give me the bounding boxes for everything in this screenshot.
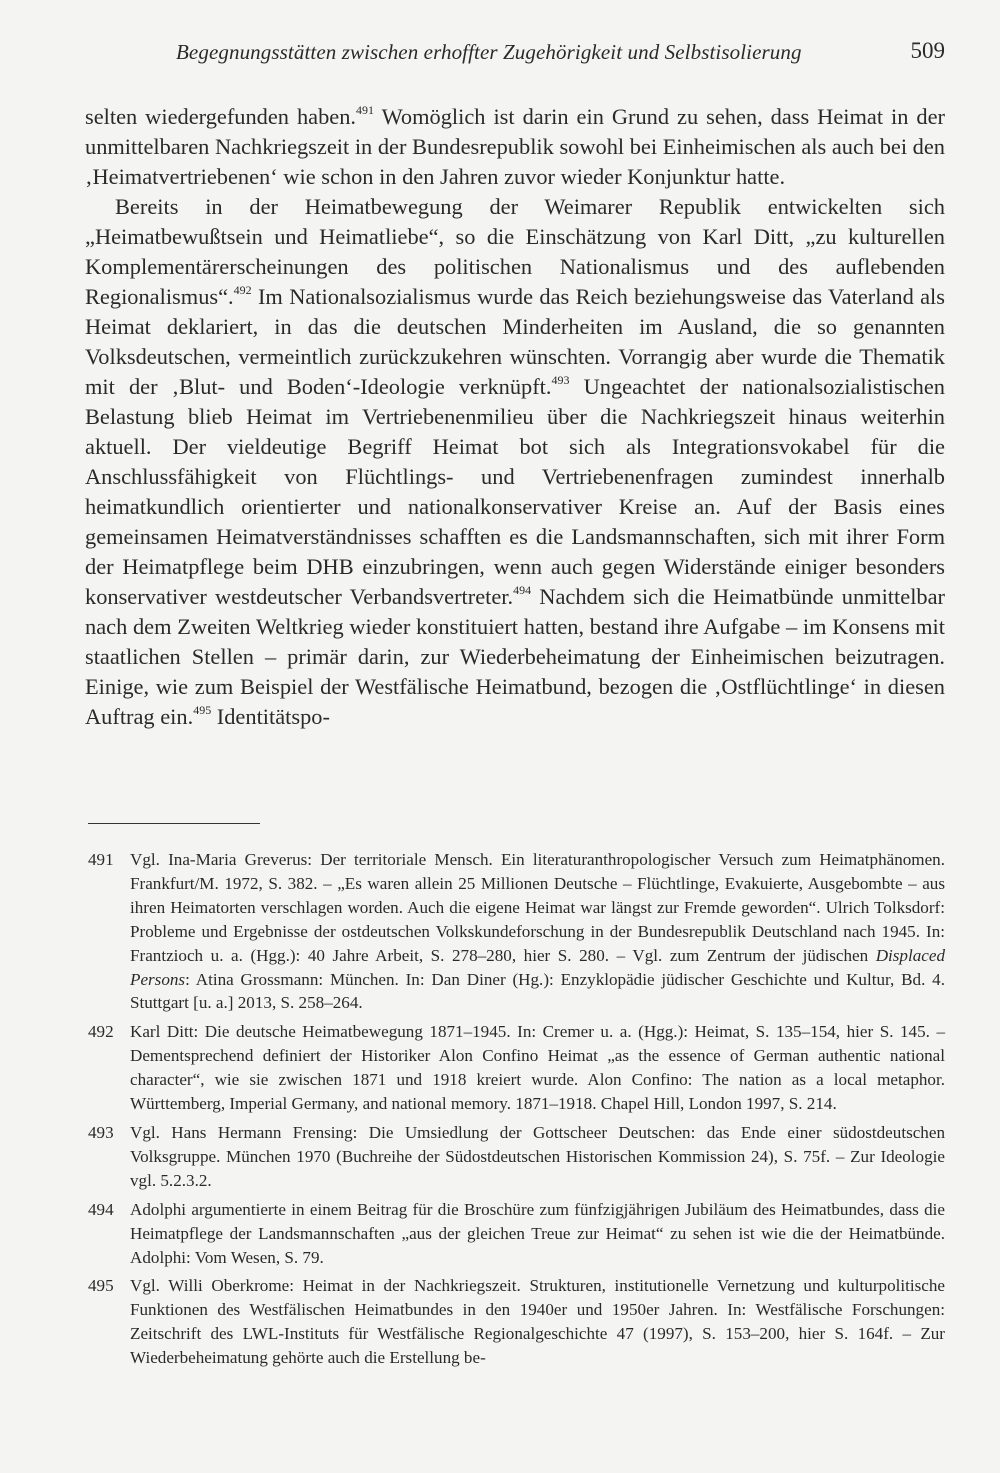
paragraph-text: Ungeachtet der nationalsozialistischen Belastung blieb Heimat im Vertriebenenmilieu über die Nachkriegszeit hinaus weiterhin aktuell. Der vieldeutige Begriff Heimat bot sich als Integrationsvokabel für die Anschlussfähigkeit von Flüchtlings- und Vertriebenenfragen zumindest innerhalb heimatkundlich orientierter und nationalkonservativer Kreise an. Auf der Basis eines gemeinsamen Heimatverständnisses schafften es die Landsmannschaften, sich mit ihrer Form der Heimatpflege beim DHB einzubringen, wenn auch gegen Widerstände einiger besonders konservativer westdeutscher Verbandsvertreter. xyxy=(85,374,945,609)
footnote-ref-495: 495 xyxy=(193,703,212,717)
page-number: 509 xyxy=(910,38,945,63)
paragraph-text: Nachdem sich die Heimatbünde unmittelbar nach dem Zweiten Weltkrieg wieder konstituiert hatten, bestand ihre Aufgabe – im Konsens mit staatlichen Stellen – primär darin, zur Wiederbeheimatung der Einheimischen beizutragen. Einige, wie zum Beispiel der Westfälische Heimatbund, bezogen die ‚Ostflüchtlinge‘ in diesen Auftrag ein. xyxy=(85,584,946,729)
footnote-number: 495 xyxy=(88,1276,114,1296)
footnote-text-part: : Atina Grossmann: München. In: Dan Diner (Hg.): Enzyklopädie jüdischer Geschichte und Kultur, Bd. 4. Stuttgart [u. a.] 2013, S. 258–264. xyxy=(130,969,945,1013)
footnote-rule xyxy=(88,823,260,824)
footnote-text: Vgl. Hans Hermann Frensing: Die Umsiedlung der Gottscheer Deutschen: das Ende einer südostdeutschen Volksgruppe. München 1970 (Buchreihe der Südostdeutschen Historischen Kommission 24), S. 75f. – Zur Ideologie vgl. 5.2.3.2. xyxy=(130,1122,945,1190)
paragraph-text: Womöglich ist darin ein Grund zu sehen, dass Heimat in der unmittelbaren Nachkriegszeit in der Bundesrepublik sowohl bei Einheimischen als auch bei den ‚Heimatvertriebenen‘ wie schon in den Jahren zuvor wieder Konjunktur hatte. xyxy=(85,104,945,189)
footnotes xyxy=(88,848,945,1375)
footnote-493 xyxy=(88,1121,945,1193)
running-head xyxy=(0,40,1000,80)
footnote-491 xyxy=(88,848,945,1015)
footnote-number: 492 xyxy=(88,1022,114,1042)
paragraph-text: Identitätspo- xyxy=(211,704,330,729)
paragraph-2 xyxy=(85,192,945,732)
main-text xyxy=(85,102,945,732)
paragraph-text: Im Nationalsozialismus wurde das Reich beziehungsweise das Vaterland als Heimat deklariert, in das die deutschen Minderheiten im Ausland, die so genannten Volksdeutschen, vermeintlich zurückzukehren wünschten. Vorrangig aber wurde die Thematik mit der ‚Blut- und Boden‘-Ideologie verknüpft. xyxy=(85,284,945,399)
footnote-ref-493: 493 xyxy=(551,373,570,387)
footnote-text xyxy=(130,850,945,1012)
running-title: Begegnungsstätten zwischen erhoffter Zugehörigkeit und Selbstisolierung xyxy=(176,40,802,64)
footnote-number: 494 xyxy=(88,1199,114,1219)
footnote-494 xyxy=(88,1198,945,1270)
footnote-492 xyxy=(88,1020,945,1116)
footnote-ref-494: 494 xyxy=(513,583,532,597)
footnote-number: 491 xyxy=(88,850,114,869)
paragraph-1 xyxy=(85,102,945,192)
footnote-text: Karl Ditt: Die deutsche Heimatbewegung 1871–1945. In: Cremer u. a. (Hgg.): Heimat, S. 135–154, hier S. 145. – Dementsprechend definiert der Historiker Alon Confino Heimat „as the essence of German authentic national character“, wie sie zwischen 1871 und 1918 kreiert wurde. Alon Confino: The nation as a local metaphor. Württemberg, Imperial Germany, and national memory. 1871–1918. Chapel Hill, London 1997, S. 214. xyxy=(130,1022,945,1114)
footnote-ref-491: 491 xyxy=(356,103,375,117)
footnote-ref-492: 492 xyxy=(233,283,252,297)
footnote-italic-title: Displaced Persons xyxy=(130,945,945,989)
footnote-text: Vgl. Willi Oberkrome: Heimat in der Nachkriegszeit. Strukturen, institutionelle Vernetzung und kulturpolitische Funktionen des Westfälischen Heimatbundes in den 1940er und 1950er Jahren. In: Westfälische Forschungen: Zeitschrift des LWL-Instituts für Westfälische Regionalgeschichte 47 (1997), S. 153–200, hier S. 164f. – Zur Wiederbeheimatung gehörte auch die Erstellung be- xyxy=(130,1276,945,1368)
paragraph-text: Bereits in der Heimatbewegung der Weimarer Republik entwickelten sich „Heimatbewußtsein und Heimatliebe“, so die Einschätzung von Karl Ditt, „zu kulturellen Komplementärerscheinungen des politischen Nationalismus und des auflebenden Regionalismus“. xyxy=(85,194,945,309)
footnote-text-part: Vgl. Ina-Maria Greverus: Der territoriale Mensch. Ein literaturanthropologischer Versuch zum Heimatphänomen. Frankfurt/M. 1972, S. 382. – „Es waren allein 25 Millionen Deutsche – Flüchtlinge, Evakuierte, Ausgebombte – aus ihren Heimatorten verschlagen worden. Auch die eigene Heimat war längst zur Fremde geworden“. Ulrich Tolksdorf: Probleme und Ergebnisse der ostdeutschen Volkskundeforschung in der Bundesrepublik Deutschland nach 1945. In: Frantzioch u. a. (Hgg.): 40 Jahre Arbeit, S. 278–280, hier S. 280. – Vgl. zum Zentrum der jüdischen xyxy=(130,850,945,965)
footnote-495 xyxy=(88,1274,945,1370)
footnote-number: 493 xyxy=(88,1122,114,1142)
footnote-text: Adolphi argumentierte in einem Beitrag für die Broschüre zum fünfzigjährigen Jubiläum des Heimatbundes, dass die Heimatpflege der Landsmannschaften „aus der gleichen Treue zur Heimat“ zu sehen ist wie die der Heimatbünde. Adolphi: Vom Wesen, S. 79. xyxy=(130,1199,945,1267)
paragraph-text: selten wiedergefunden haben. xyxy=(85,104,357,129)
